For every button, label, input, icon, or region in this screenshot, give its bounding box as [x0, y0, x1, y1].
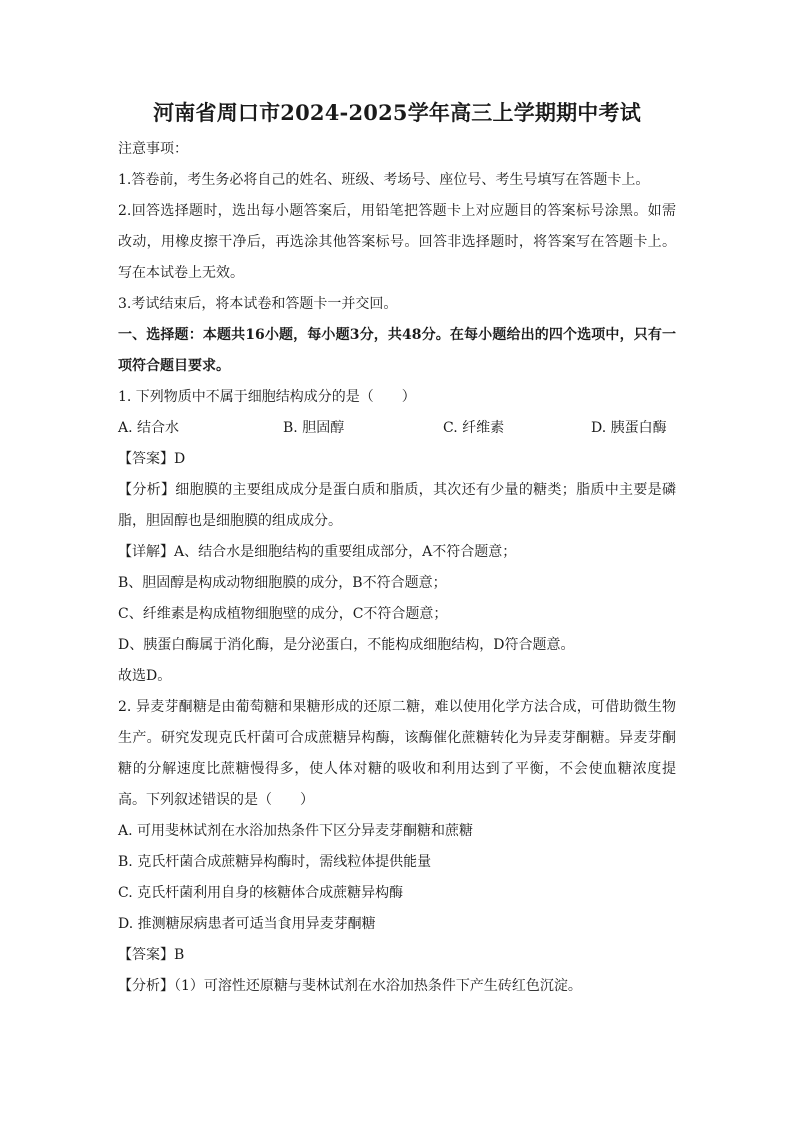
question-1-detail-a: 【详解】A、结合水是细胞结构的重要组成部分，A不符合题意； — [118, 544, 517, 560]
question-1-options — [118, 413, 676, 444]
question-1-analysis: 【分析】细胞膜的主要组成成分是蛋白质和脂质，其次还有少量的糖类；脂质中主要是磷脂，胆固醇也是细胞膜的组成成分。 — [118, 482, 676, 529]
question-1-stem: 1. 下列物质中不属于细胞结构成分的是（ ） — [118, 389, 416, 405]
question-1-option-a: A. 结合水 — [118, 420, 180, 436]
question-2-option-c: C. 克氏杆菌利用自身的核糖体合成蔗糖异构酶 — [118, 885, 404, 901]
document-title: 河南省周口市2024-2025学年高三上学期期中考试 — [153, 100, 641, 125]
question-2-option-b: B. 克氏杆菌合成蔗糖异构酶时，需线粒体提供能量 — [118, 854, 432, 870]
question-1-detail-c: C、纤维素是构成植物细胞壁的成分，C不符合题意； — [118, 606, 448, 622]
question-2-answer: 【答案】B — [118, 947, 185, 963]
question-1-option-d: D. 胰蛋白酶 — [591, 420, 667, 436]
question-2-stem: 2. 异麦芽酮糖是由葡萄糖和果糖形成的还原二糖，难以使用化学方法合成，可借助微生物生产。研究发现克氏杆菌可合成蔗糖异构酶，该酶催化蔗糖转化为异麦芽酮糖。异麦芽酮糖的分解速度比蔗糖慢得多，使人体对糖的吸收和利用达到了平衡，不会使血糖浓度提高。下列叙述错误的是（ ） — [118, 699, 676, 808]
question-1-conclusion: 故选D。 — [118, 668, 172, 684]
section-heading: 一、选择题：本题共16小题，每小题3分，共48分。在每小题给出的四个选项中，只有一项符合题目要求。 — [118, 327, 676, 374]
question-1-detail-b: B、胆固醇是构成动物细胞膜的成分，B不符合题意； — [118, 575, 447, 591]
question-2-analysis: 【分析】（1）可溶性还原糖与斐林试剂在水浴加热条件下产生砖红色沉淀。 — [118, 978, 582, 994]
notice-heading: 注意事项： — [118, 141, 188, 157]
question-1-answer: 【答案】D — [118, 451, 186, 467]
notice-item-3: 3.考试结束后，将本试卷和答题卡一并交回。 — [118, 296, 398, 312]
question-1-option-b: B. 胆固醇 — [283, 420, 345, 436]
notice-item-2: 2.回答选择题时，选出每小题答案后，用铅笔把答题卡上对应题目的答案标号涂黑。如需改动，用橡皮擦干净后，再选涂其他答案标号。回答非选择题时，将答案写在答题卡上。写在本试卷上无效。 — [118, 203, 676, 281]
question-2-option-d: D. 推测糖尿病患者可适当食用异麦芽酮糖 — [118, 916, 376, 932]
question-1-option-c: C. 纤维素 — [443, 420, 505, 436]
notice-item-1: 1.答卷前，考生务必将自己的姓名、班级、考场号、座位号、考生号填写在答题卡上。 — [118, 172, 650, 188]
question-1-detail-d: D、胰蛋白酶属于消化酶，是分泌蛋白，不能构成细胞结构，D符合题意。 — [118, 637, 575, 653]
question-2-option-a: A. 可用斐林试剂在水浴加热条件下区分异麦芽酮糖和蔗糖 — [118, 823, 474, 839]
